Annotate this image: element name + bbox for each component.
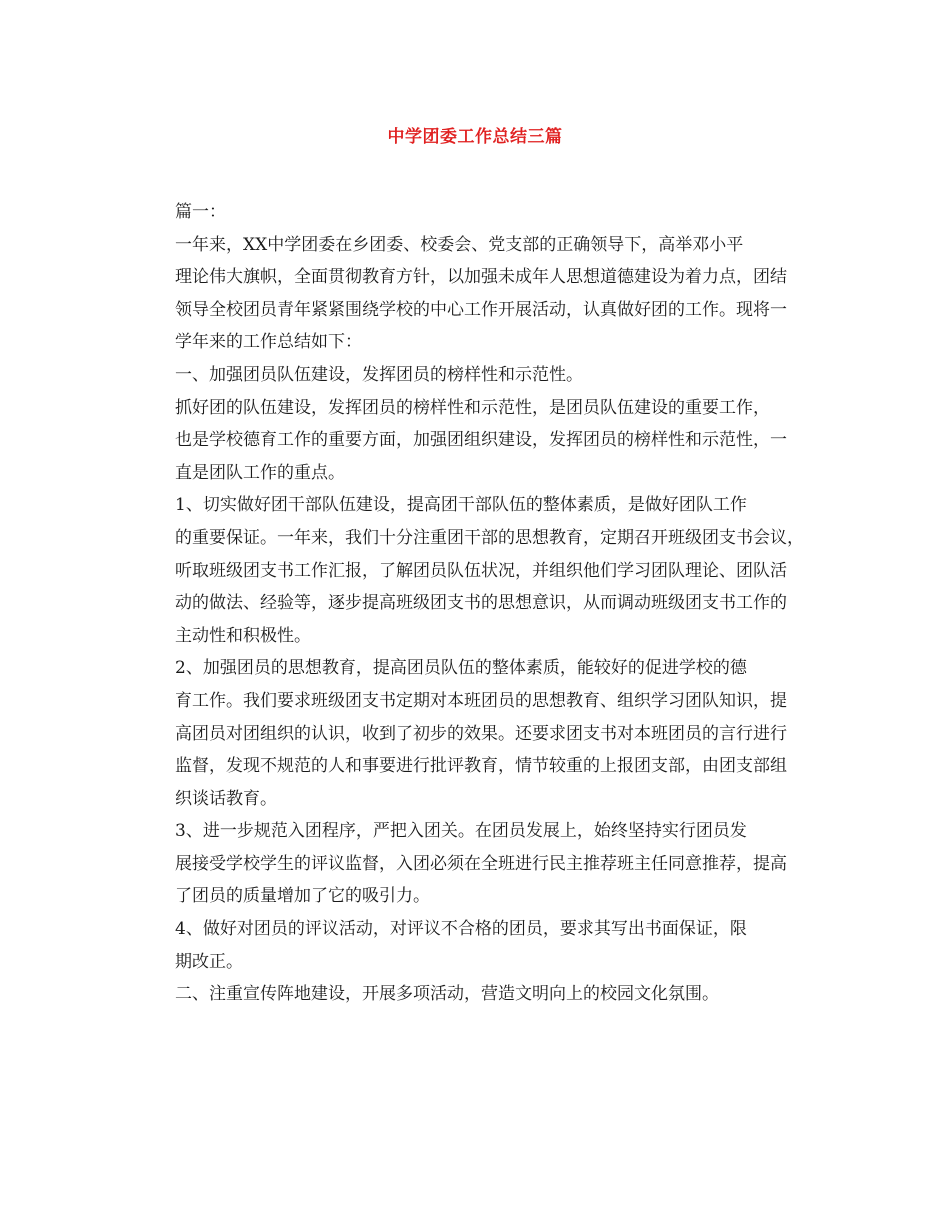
paragraph-line: 动的做法、经验等，逐步提高班级团支书的思想意识，从而调动班级团支书工作的 [175, 593, 787, 614]
section-heading [141, 359, 821, 392]
paragraph-line: 期改正。 [175, 951, 243, 972]
paragraph-line: 1、切实做好团干部队伍建设，提高团干部队伍的整体素质，是做好团队工作 [175, 495, 747, 516]
paragraph-line: 高团员对团组织的认识，收到了初步的效果。还要求团支书对本班团员的言行进行 [175, 723, 787, 744]
paragraph-line: 的重要保证。一年来，我们十分注重团干部的思想教育，定期召开班级团支书会议， [175, 527, 804, 548]
paragraph-line: 4、做好对团员的评议活动，对评议不合格的团员，要求其写出书面保证，限 [175, 919, 747, 940]
paragraph-line: 也是学校德育工作的重要方面，加强团组织建设，发挥团员的榜样性和示范性，一 [175, 430, 787, 451]
paragraph-line: 2、加强团员的思想教育，提高团员队伍的整体素质，能较好的促进学校的德 [175, 658, 747, 679]
paragraph [141, 652, 821, 815]
document-body [141, 196, 821, 1011]
paragraph-line: 理论伟大旗帜，全面贯彻教育方针，以加强未成年人思想道德建设为着力点，团结 [175, 267, 787, 288]
paragraph-line: 篇一： [175, 202, 226, 222]
paragraph-line: 二、注重宣传阵地建设，开展多项活动，营造文明向上的校园文化氛围。 [175, 984, 719, 1005]
paragraph-line: 了团员的质量增加了它的吸引力。 [175, 886, 430, 907]
paragraph-line: 织谈话教育。 [175, 788, 277, 809]
paragraph-line: 展接受学校学生的评议监督，入团必须在全班进行民主推荐班主任同意推荐，提高 [175, 853, 787, 874]
paragraph-line: 监督，发现不规范的人和事要进行批评教育，情节较重的上报团支部，由团支部组 [175, 756, 787, 777]
paragraph [141, 913, 821, 978]
paragraph-line: 直是团队工作的重点。 [175, 462, 345, 483]
paragraph-line: 3、进一步规范入团程序，严把入团关。在团员发展上，始终坚持实行团员发 [175, 821, 747, 842]
document-title: 中学团委工作总结三篇 [387, 127, 563, 147]
paragraph [141, 196, 821, 229]
paragraph-line: 学年来的工作总结如下： [175, 332, 362, 353]
paragraph [141, 392, 821, 490]
paragraph [141, 229, 821, 359]
paragraph [141, 489, 821, 652]
paragraph [141, 815, 821, 913]
paragraph-line: 听取班级团支书工作汇报，了解团员队伍状况，并组织他们学习团队理论、团队活 [175, 560, 787, 581]
paragraph-line: 主动性和积极性。 [175, 625, 311, 646]
paragraph-line: 一年来，XX中学团委在乡团委、校委会、党支部的正确领导下，高举邓小平 [175, 234, 744, 255]
paragraph-line: 育工作。我们要求班级团支书定期对本班团员的思想教育、组织学习团队知识，提 [175, 690, 787, 711]
section-heading [141, 978, 821, 1011]
paragraph-line: 领导全校团员青年紧紧围绕学校的中心工作开展活动，认真做好团的工作。现将一 [175, 299, 787, 320]
paragraph-line: 一、加强团员队伍建设，发挥团员的榜样性和示范性。 [175, 364, 583, 385]
paragraph-line: 抓好团的队伍建设，发挥团员的榜样性和示范性，是团员队伍建设的重要工作， [175, 397, 770, 418]
